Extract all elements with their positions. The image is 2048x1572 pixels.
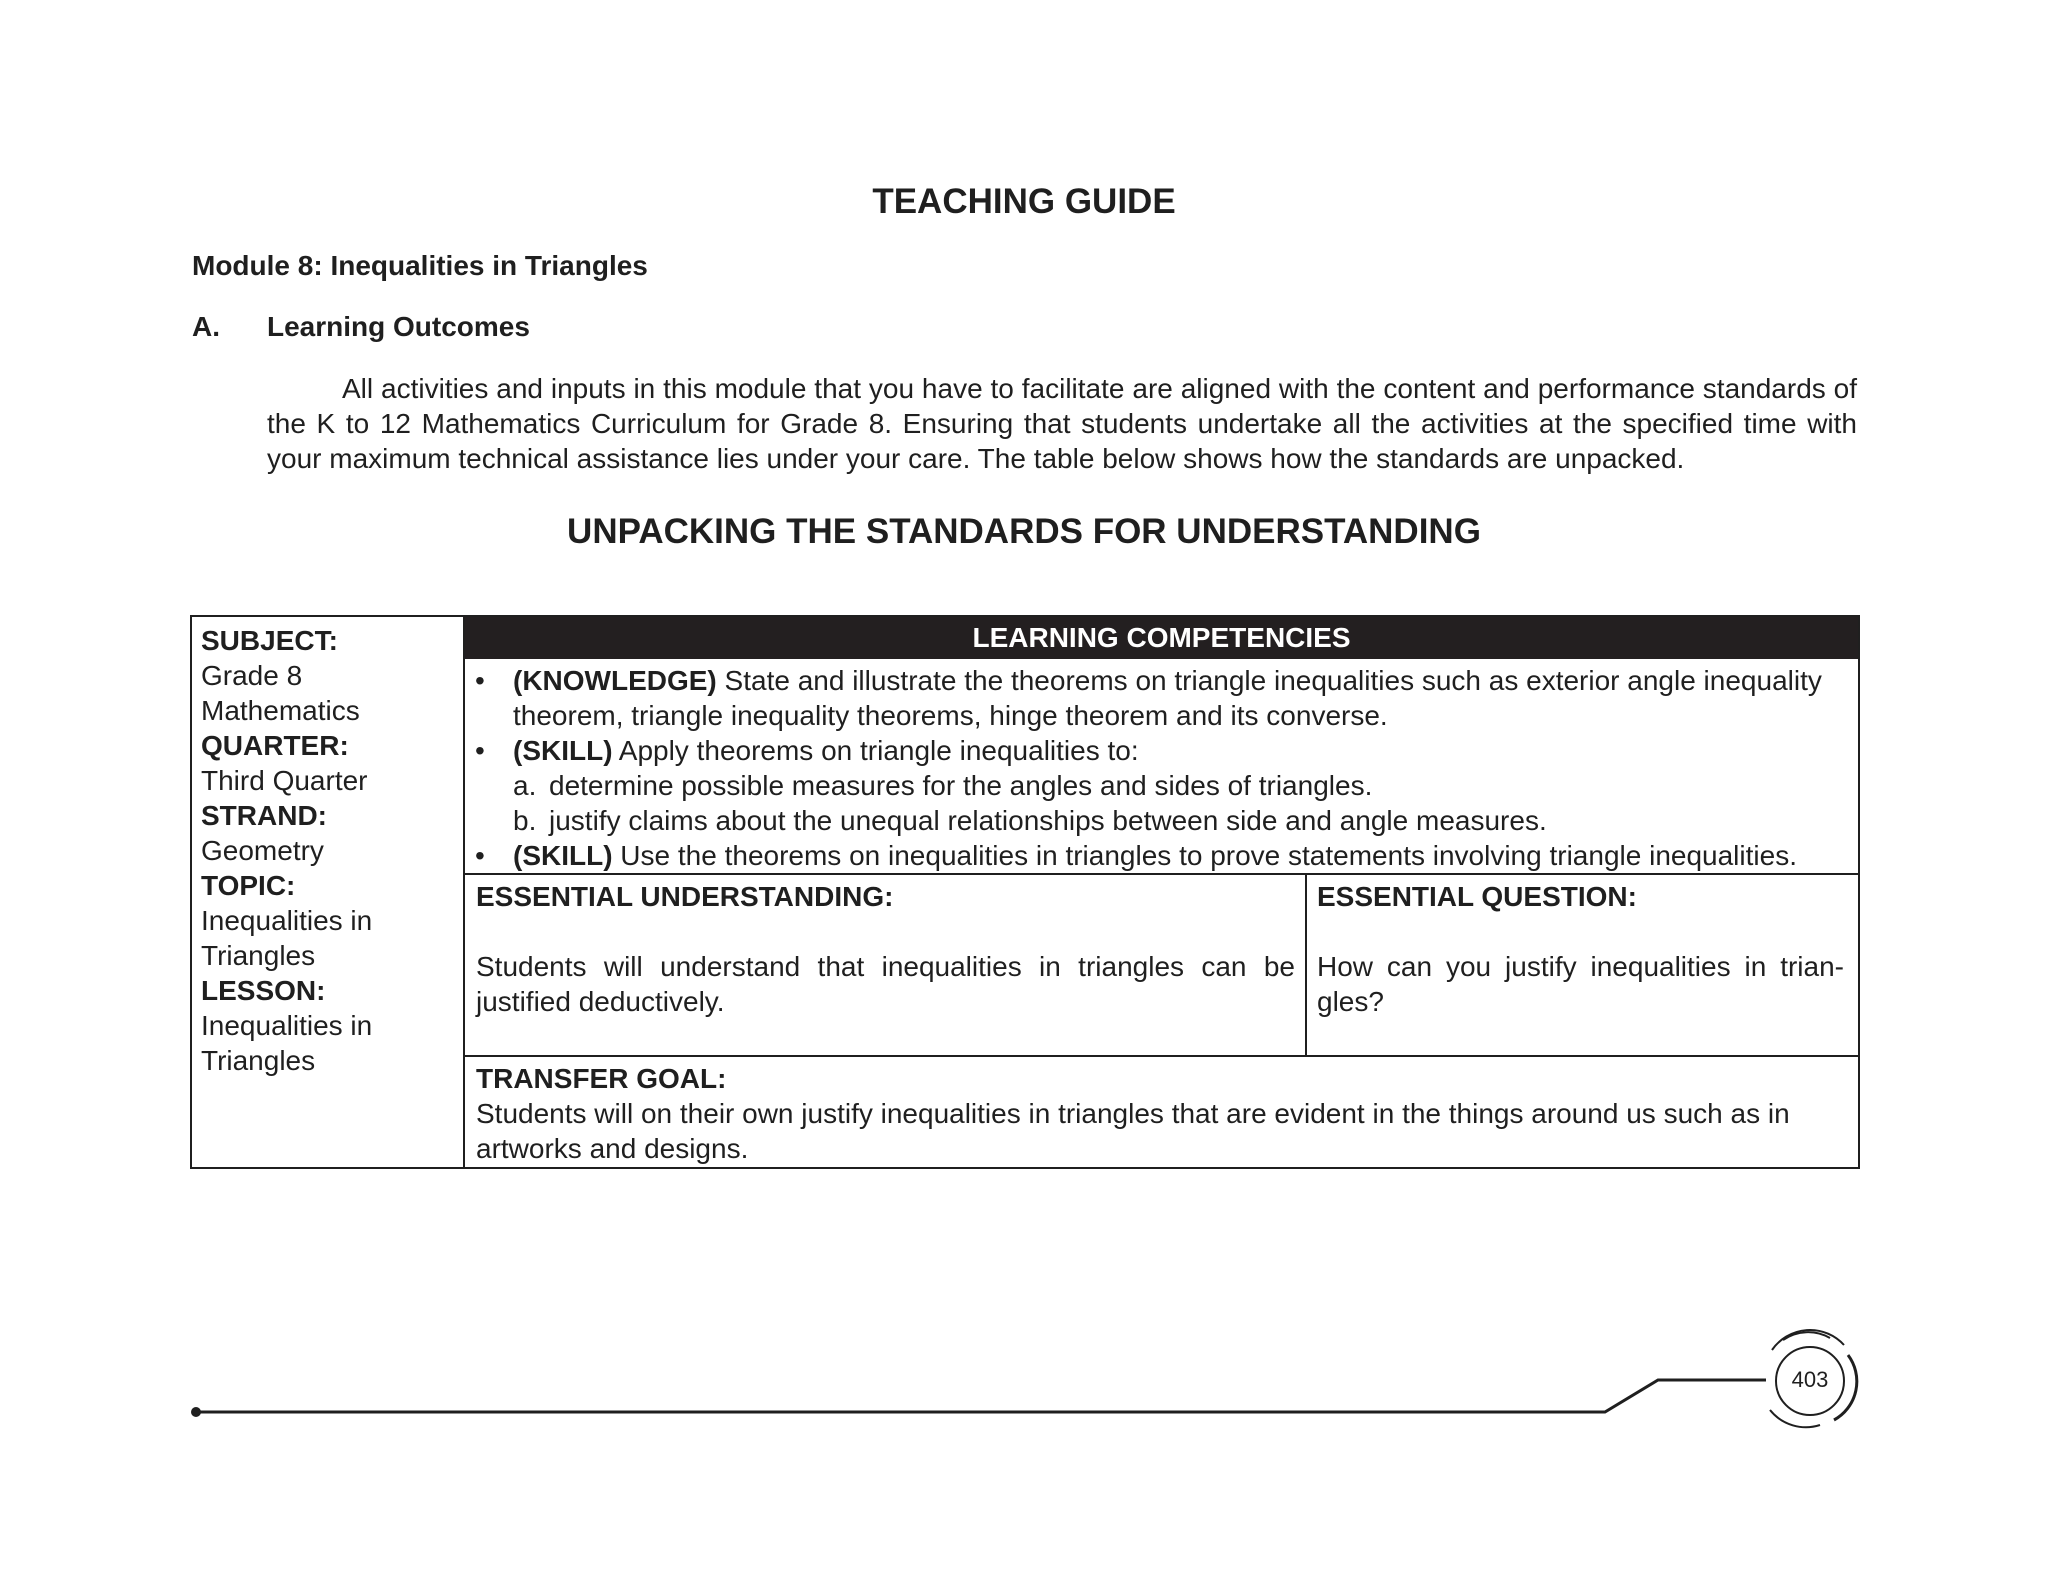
section-title: Learning Outcomes [267,311,530,342]
bullet-icon: • [475,665,485,696]
learning-competencies-header: LEARNING COMPETENCIES [465,617,1858,659]
section-letter: A. [192,311,220,342]
lesson-value: Inequalities in Triangles [201,1010,373,1076]
essential-understanding-text: Students will understand that inequalities in triangles can be justified deductively. [476,951,1295,1017]
lesson-label: LESSON: [201,975,326,1006]
footer-line [196,1380,1766,1412]
module-title: Module 8: Inequalities in Triangles [192,250,648,281]
strand-value: Geometry [201,835,324,866]
subitem-text: justify claims about the unequal relationships between side and angle measures. [549,805,1547,836]
competency-text: Use the theorems on inequalities in triangles to prove statements involving triangle inequalities. [612,840,1797,871]
bullet-icon: • [475,840,485,871]
competency-tag: (SKILL) [513,735,613,766]
topic-value: Inequalities in Triangles [201,905,373,971]
subitem-letter: b. [513,805,537,836]
competency-text: Apply theorems on triangle inequalities to: [612,735,1139,766]
essential-understanding-title: ESSENTIAL UNDERSTANDING: [476,881,894,912]
page-number: 403 [1791,1367,1829,1392]
topic-label: TOPIC: [201,870,296,901]
intro-text: All activities and inputs in this module that you have to facilitate are aligned with the content and performance standards of the K to 12 Mathematics Curriculum for Grade 8. Ensuring that students undertake all the activities at the specified time with your maximum technical assistance lies under your care. The table below shows how the standards are unpacked. [267,373,1857,474]
strand-label: STRAND: [201,800,327,831]
competency-text: State and illustrate the theorems on triangle inequalities such as exterior angle inequality theorem, triangle inequality theorems, hinge theorem and its converse. [513,665,1822,731]
subitem-letter: a. [513,770,537,801]
essential-question-title: ESSENTIAL QUESTION: [1317,881,1637,912]
essential-question-text: How can you justify inequalities in trian-gles? [1317,951,1844,1017]
quarter-label: QUARTER: [201,730,349,761]
subject-value: Grade 8 Mathematics [201,660,360,726]
transfer-goal-text: Students will on their own justify inequalities in triangles that are evident in the things around us such as in artworks and designs. [476,1098,1790,1164]
bullet-icon: • [475,735,485,766]
quarter-value: Third Quarter [201,765,368,796]
page-title: TEACHING GUIDE [872,182,1176,221]
competency-tag: (KNOWLEDGE) [513,665,717,696]
subject-label: SUBJECT: [201,625,338,656]
competency-tag: (SKILL) [513,840,613,871]
transfer-goal-title: TRANSFER GOAL: [476,1063,727,1094]
subitem-text: determine possible measures for the angles and sides of triangles. [549,770,1373,801]
standards-title: UNPACKING THE STANDARDS FOR UNDERSTANDING [567,512,1481,551]
